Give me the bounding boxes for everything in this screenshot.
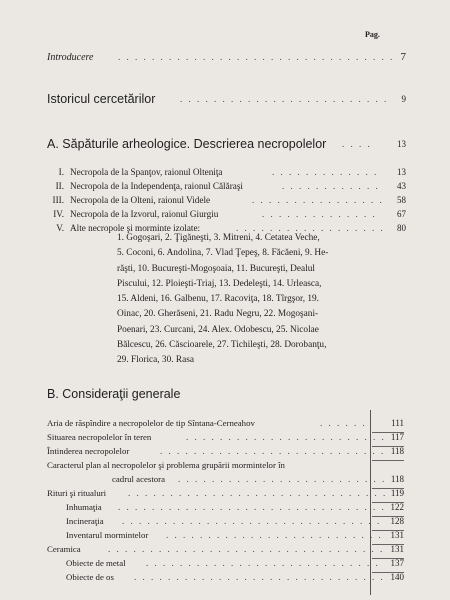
leader-dots: . . . . . . . . . . . . . . . . . . . . . . . . .	[178, 474, 387, 484]
leader-dots: . . . . . . . . . . . . . . . . . . . . . . . . . . . . . . . .	[118, 502, 386, 512]
entry-title: Rituri şi ritualuri	[47, 488, 107, 498]
leader-dots: . . . . . . . . . . . . . . . . . . . . . . . . . . . . . . .	[128, 488, 388, 498]
toc-entry-istoric	[0, 92, 450, 108]
site-list-line: Poenari, 23. Curcani, 24. Alex. Odobescu, 25. Nicolae	[117, 324, 319, 335]
entry-page: 43	[397, 181, 406, 191]
leader-dots: . . . . . . . . . . . . . . . . . . . . . . . . . . . . . . . . .	[118, 52, 395, 62]
site-list-line: 1. Gogoşari, 2. Ţigăneşti, 3. Mitreni, 4. Cetatea Veche,	[117, 233, 320, 243]
section-b-heading	[0, 387, 450, 403]
roman-numeral: IV.	[53, 209, 64, 219]
toc-entry-obiecte-metal	[0, 558, 450, 570]
entry-title: cadrul acestora	[112, 474, 165, 484]
entry-page: 111	[391, 418, 404, 428]
entry-title: Incineraţia	[66, 516, 104, 526]
roman-numeral: V.	[56, 223, 64, 233]
entry-title: Întinderea necropolelor	[47, 446, 130, 456]
entry-title: Introducere	[47, 52, 94, 63]
toc-entry-caracterul	[0, 460, 450, 472]
toc-entry-izvorul	[0, 209, 450, 221]
entry-title: Obiecte de metal	[66, 558, 126, 568]
entry-page: 131	[390, 530, 404, 540]
entry-title: Aria de răspîndire a necropolelor de tip Sîntana-Cerneahov	[47, 418, 255, 428]
entry-page: 58	[397, 195, 406, 205]
entry-page: 119	[390, 488, 404, 498]
leader-dots: . . . . . . . . . . . . . . . . . . . . . . . . . . . . . . . . .	[108, 544, 385, 554]
site-list-line: Piscului, 12. Ploieşti-Triaj, 13. Dedeleşti, 14. Urleasca,	[117, 278, 322, 289]
entry-title: Obiecte de os	[66, 572, 114, 582]
entry-page: 67	[397, 209, 406, 219]
leader-dots: . . . . . . . . . . . . . . . . . .	[236, 223, 385, 233]
toc-entry-obiecte-os	[0, 572, 450, 584]
toc-entry-caracterul-cont	[0, 474, 450, 486]
entry-title: Alte necropole şi morminte izolate:	[70, 223, 201, 233]
entry-page: 9	[401, 94, 406, 104]
site-list-line: 29. Florica, 30. Rasa	[117, 355, 194, 366]
site-list-line: Oinac, 20. Gherăseni, 21. Radu Negru, 22. Mogoşani-	[117, 309, 319, 320]
leader-dots: . . . . . . . . . . . . . . . . . . . . . . . .	[186, 432, 386, 442]
entry-page: 122	[390, 502, 404, 512]
toc-entry-incineratia	[0, 516, 450, 528]
page-column-label: Pag.	[365, 30, 380, 39]
leader-dots: . . . . . . . . . . . . . . . . . . . . . . . . . .	[166, 530, 383, 540]
entry-title: Necropola de la Izvorul, raionul Giurgiu	[70, 209, 219, 219]
toc-entry-olteni	[0, 195, 450, 207]
entry-title: Situarea necropolelor în teren	[47, 432, 152, 442]
entry-page: 7	[400, 51, 406, 63]
leader-dots: . . . . . . . . . . . . . . . . . . . . . . . . .	[180, 94, 389, 104]
leader-dots: . . . . . . . . . . . . . . . . . . . . . . . . . . . . . .	[134, 572, 385, 582]
toc-entry-rituri	[0, 488, 450, 500]
leader-dots: . . . . . . . . . . . . . . . . . . . . . . . . . . . .	[146, 558, 380, 568]
toc-entry-aria	[0, 418, 450, 430]
roman-numeral: I.	[58, 167, 64, 177]
leader-dots: . . . . . . . . . . . . .	[272, 167, 379, 177]
toc-entry-inhumatia	[0, 502, 450, 514]
toc-entry-inventarul	[0, 530, 450, 542]
roman-numeral: II.	[55, 181, 64, 191]
leader-dots: . . . . . . . . . . . . . . . . . . . . . . . . . . .	[160, 446, 386, 456]
leader-dots: . . . . . . . . . . . . . . . .	[252, 195, 384, 205]
roman-numeral: III.	[52, 195, 64, 205]
entry-page: 80	[397, 223, 406, 233]
entry-page: 140	[390, 572, 404, 582]
entry-title: Necropola de la Olteni, raionul Videle	[70, 195, 211, 205]
section-a-heading	[0, 137, 450, 153]
site-list-line: răşti, 10. Bucureşti-Mogoşoaia, 11. Bucureşti, Dealul	[117, 263, 315, 274]
toc-entry-independenta	[0, 181, 450, 193]
section-title: B. Consideraţii generale	[47, 387, 181, 401]
toc-entry-ceramica	[0, 544, 450, 556]
leader-dots: . . . . . .	[320, 418, 367, 428]
entry-page: 137	[390, 558, 404, 568]
entry-page: 117	[390, 432, 404, 442]
entry-page: 128	[390, 516, 404, 526]
entry-title: Istoricul cercetărilor	[47, 92, 156, 106]
toc-entry-intinderea	[0, 446, 450, 458]
entry-page: 13	[397, 167, 406, 177]
section-page: 13	[397, 139, 406, 149]
entry-title: Necropola de la Spanţov, raionul Olteniţa	[70, 167, 223, 177]
leader-dots: . . . .	[342, 139, 372, 149]
site-list-line: 5. Coconi, 6. Andolina, 7. Vlad Ţepeş, 8. Făcăeni, 9. He-	[117, 248, 329, 259]
section-title: A. Săpăturile arheologice. Descrierea necropolelor	[47, 137, 327, 151]
toc-entry-introducere	[0, 52, 450, 64]
leader-dots: . . . . . . . . . . . . . .	[262, 209, 377, 219]
entry-title: Necropola de la Independenţa, raionul Călăraşi	[70, 181, 243, 191]
site-list	[117, 231, 409, 369]
entry-title: Caracterul plan al necropolelor şi problema grupării mormintelor în	[47, 460, 285, 470]
leader-dots: . . . . . . . . . . . . . . . . . . . . . . . . . . . . . . .	[122, 516, 382, 526]
entry-title: Ceramica	[47, 544, 81, 554]
toc-entry-situarea	[0, 432, 450, 444]
entry-page: 131	[390, 544, 404, 554]
site-list-line: Bălcescu, 26. Căscioarele, 27. Tichileşti, 28. Dorobanţu,	[117, 340, 327, 351]
entry-title: Inhumaţia	[66, 502, 102, 512]
entry-page: 118	[390, 474, 404, 484]
entry-page: 118	[390, 446, 404, 456]
toc-entry-spantov	[0, 167, 450, 179]
entry-title: Inventarul mormintelor	[66, 530, 149, 540]
leader-dots: . . . . . . . . . . . .	[282, 181, 380, 191]
site-list-line: 15. Aldeni, 16. Galbenu, 17. Racoviţa, 18. Tîrgşor, 19.	[117, 294, 319, 305]
